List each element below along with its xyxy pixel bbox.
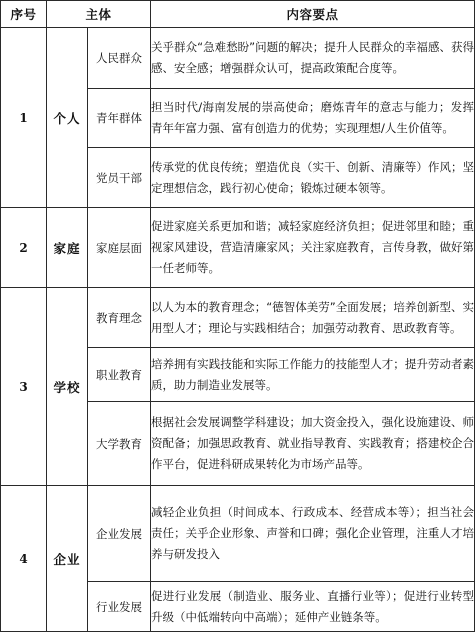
group-index-2: 2 [1, 208, 47, 288]
content-cell: 减轻企业负担（时间成本、行政成本、经营成本等）；担当社会责任；关乎企业形象、声誉和口碑；强化企业管理，注重人才培养与研发投入 [151, 486, 475, 582]
content-cell: 促进家庭关系更加和谐；减轻家庭经济负担；促进邻里和睦；重视家风建设，营造清廉家风；关注家庭教育，言传身教，做好第一任老师等。 [151, 208, 475, 288]
header-subject: 主体 [47, 1, 151, 28]
sub-subject: 职业教育 [88, 348, 151, 402]
sub-subject: 大学教育 [88, 402, 151, 486]
table-header-row [1, 1, 475, 28]
content-cell: 根据社会发展调整学科建设；加大资金投入，强化设施建设、师资配备；加强思政教育、就业指导教育、实践教育；搭建校企合作平台，促进科研成果转化为市场产品等。 [151, 402, 475, 486]
content-cell: 以人为本的教育理念；“德智体美劳”全面发展；培养创新型、实用型人才；理论与实践相结合；加强劳动教育、思政教育等。 [151, 288, 475, 348]
content-cell: 传承党的优良传统；塑造优良（实干、创新、清廉等）作风；坚定理想信念，践行初心使命；锻炼过硬本领等。 [151, 148, 475, 208]
sub-subject: 家庭层面 [88, 208, 151, 288]
content-cell: 培养拥有实践技能和实际工作能力的技能型人才；提升劳动者素质，助力制造业发展等。 [151, 348, 475, 402]
table-row [1, 486, 475, 582]
content-cell: 担当时代/海南发展的崇高使命；磨炼青年的意志与能力；发挥青年年富力强、富有创造力的优势；实现理想/人生价值等。 [151, 89, 475, 148]
sub-subject: 行业发展 [88, 582, 151, 632]
group-index-3: 3 [1, 288, 47, 486]
sub-subject: 党员干部 [88, 148, 151, 208]
header-content: 内容要点 [151, 1, 475, 28]
group-index-1: 1 [1, 28, 47, 208]
table-row [1, 288, 475, 348]
group-name-1: 个人 [47, 28, 88, 208]
sub-subject: 人民群众 [88, 28, 151, 89]
sub-subject: 青年群体 [88, 89, 151, 148]
group-index-4: 4 [1, 486, 47, 632]
content-cell: 关乎群众“急难愁盼”问题的解决；提升人民群众的幸福感、获得感、安全感；增强群众认可，提高政策配合度等。 [151, 28, 475, 89]
table-row [1, 208, 475, 288]
group-name-4: 企业 [47, 486, 88, 632]
table-row [1, 28, 475, 89]
sub-subject: 教育理念 [88, 288, 151, 348]
content-cell: 促进行业发展（制造业、服务业、直播行业等）；促进行业转型升级（中低端转向中高端）；延伸产业链条等。 [151, 582, 475, 632]
sub-subject: 企业发展 [88, 486, 151, 582]
group-name-3: 学校 [47, 288, 88, 486]
header-index: 序号 [1, 1, 47, 28]
group-name-2: 家庭 [47, 208, 88, 288]
